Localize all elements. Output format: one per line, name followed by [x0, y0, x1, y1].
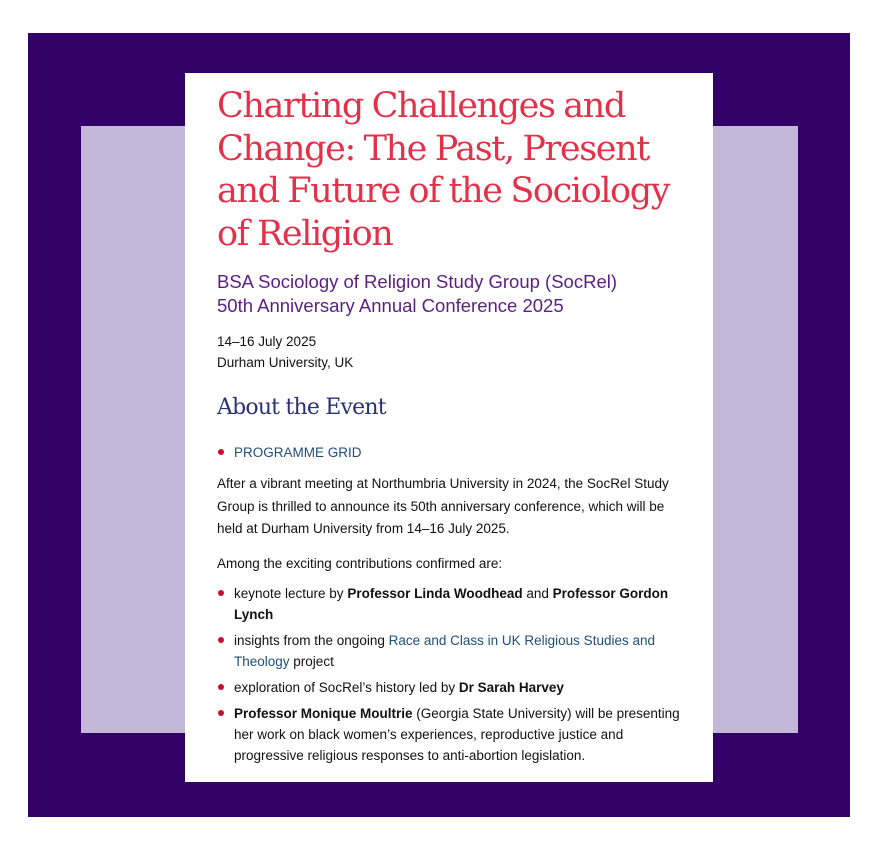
list-item: [217, 703, 687, 766]
contribution-text: insights from the ongoing: [234, 632, 389, 648]
contribution-text: project: [289, 653, 334, 669]
speaker-name: Dr Sarah Harvey: [458, 679, 564, 695]
list-item: [217, 630, 687, 672]
contribution-text: exploration of SocRel’s history led by: [234, 679, 459, 695]
list-item: [217, 583, 687, 625]
about-heading: About the Event: [217, 395, 386, 420]
event-venue: Durham University, UK: [217, 355, 354, 370]
event-title: Charting Challenges and Change: The Past, Present and Future of the Sociology of Religion: [217, 86, 670, 254]
contributions-intro: Among the exciting contributions confirmed are:: [217, 555, 503, 571]
bullet-icon: [218, 684, 224, 690]
bullet-icon: [218, 590, 224, 596]
contribution-text: and: [522, 585, 553, 601]
contribution-text: keynote lecture by: [234, 585, 348, 601]
event-subtitle: [217, 270, 687, 318]
bullet-icon: [218, 449, 224, 455]
speaker-name: Professor Gordon Lynch: [234, 585, 669, 622]
list-item: [217, 677, 687, 698]
list-item: [217, 442, 687, 463]
bullet-icon: [218, 637, 224, 643]
contribution-text: (Georgia State University) will be presenting her work on black women’s experiences, reproductive justice and progressive religious responses to anti-abortion legislation.: [234, 705, 680, 763]
subtitle-line-1: BSA Sociology of Religion Study Group (SocRel): [217, 271, 618, 292]
speaker-name: Professor Linda Woodhead: [347, 585, 523, 601]
event-card: [185, 73, 713, 782]
programme-grid-link[interactable]: PROGRAMME GRID: [234, 445, 362, 460]
speaker-name: Professor Monique Moultrie: [234, 705, 413, 721]
event-details: [217, 331, 687, 373]
intro-paragraph: After a vibrant meeting at Northumbria University in 2024, the SocRel Study Group is thrilled to announce its 50th anniversary conference, which will be held at Durham University from 14–16 July 2025.: [217, 476, 669, 536]
event-dates: 14–16 July 2025: [217, 334, 317, 349]
contributions-list: [217, 583, 687, 766]
project-link[interactable]: Race and Class in UK Religious Studies and Theology: [234, 632, 655, 669]
bullet-icon: [218, 710, 224, 716]
programme-list: [217, 442, 687, 463]
subtitle-line-2: 50th Anniversary Annual Conference 2025: [217, 295, 564, 316]
